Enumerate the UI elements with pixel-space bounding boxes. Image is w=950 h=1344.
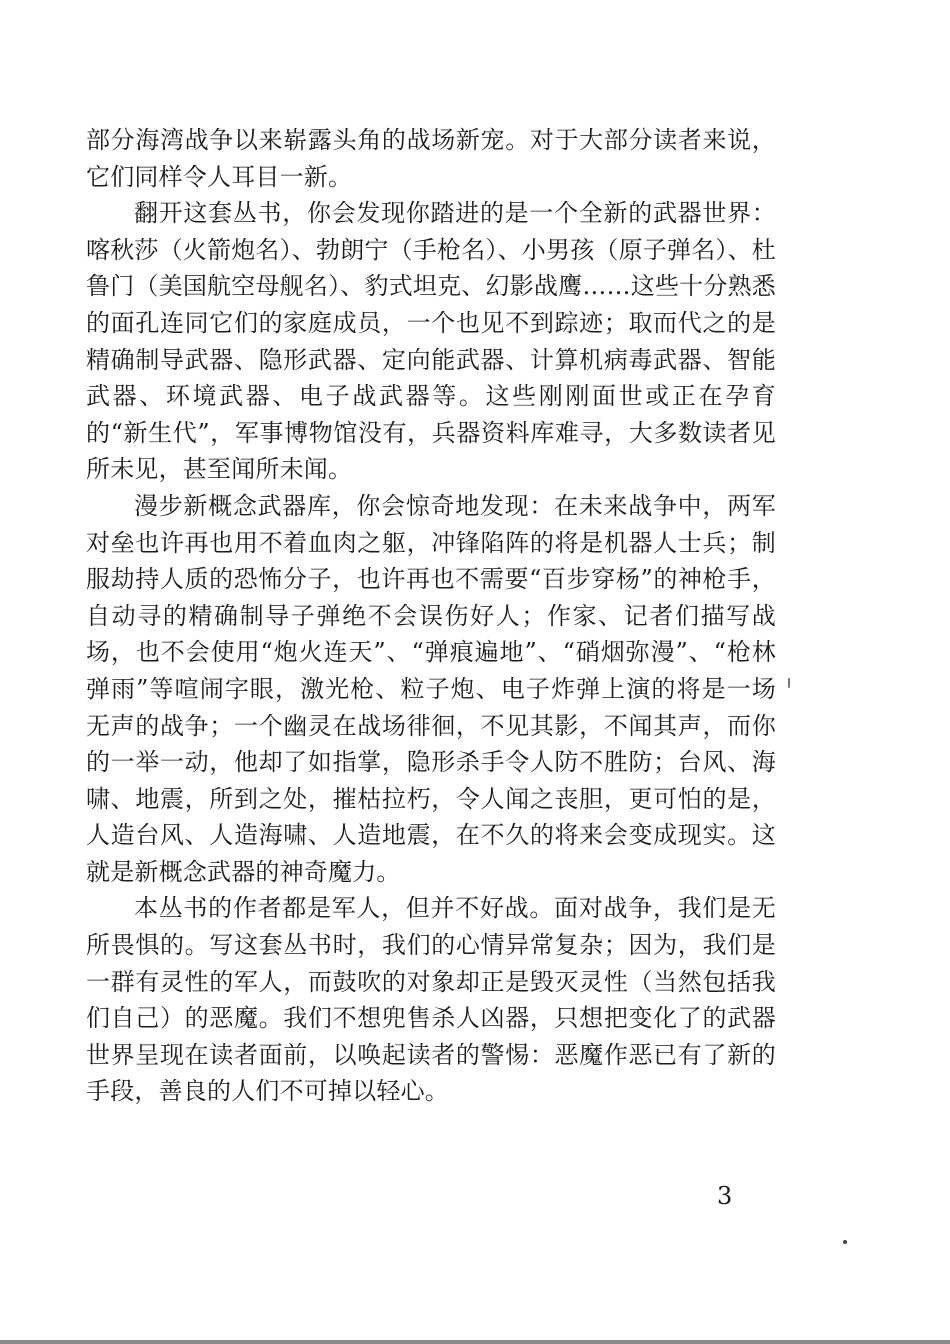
- paragraph-weapon-world: 翻开这套丛书，你会发现你踏进的是一个全新的武器世界：喀秋莎（火箭炮名）、勃朗宁（手枪名）、小男孩（原子弹名）、杜鲁门（美国航空母舰名）、豹式坦克、幻影战鹰……这些十分熟悉的面孔连同它们的家庭成员，一个也见不到踪迹；取而代之的是精确制导武器、隐形武器、定向能武器、计算机病毒武器、智能武器、环境武器、电子战武器等。这些刚刚面世或正在孕育的“新生代”，军事博物馆没有，兵器资料库难寻，大多数读者见所未见，甚至闻所未闻。: [86, 199, 776, 484]
- paragraph-authors-note: 本丛书的作者都是军人，但并不好战。面对战争，我们是无所畏惧的。写这套丛书时，我们的心情异常复杂；因为，我们是一群有灵性的军人，而鼓吹的对象却正是毁灭灵性（当然包括我们自己）的恶魔。我们不想兜售杀人凶器，只想把变化了的武器世界呈现在读者面前，以唤起读者的警惕：恶魔作恶已有了新的手段，善良的人们不可掉以轻心。: [86, 894, 776, 1106]
- scan-bottom-edge: [0, 1340, 950, 1344]
- paragraph-new-concept-weapons: 漫步新概念武器库，你会惊奇地发现：在未来战争中，两军对垒也许再也用不着血肉之躯，冲锋陷阵的将是机器人士兵；制服劫持人质的恐怖分子，也许再也不需要“百步穿杨”的神枪手，自动寻的精确制导子弹绝不会误伤好人；作家、记者们描写战场，也不会使用“炮火连天”、“弹痕遍地”、“硝烟弥漫”、“枪林弹雨”等喧闹字眼，激光枪、粒子炮、电子炸弹上演的将是一场无声的战争；一个幽灵在战场徘徊，不见其影，不闻其声，而你的一举一动，他却了如指掌，隐形杀手令人防不胜防；台风、海啸、地震，所到之处，摧枯拉朽，令人闻之丧胆，更可怕的是，人造台风、人造海啸、人造地震，在不久的将来会变成现实。这就是新概念武器的神奇魔力。: [86, 491, 776, 886]
- scan-mark: [788, 678, 790, 688]
- scan-speck: [843, 1240, 847, 1244]
- body-text: [86, 122, 776, 1110]
- paragraph-continuation: 部分海湾战争以来崭露头角的战场新宠。对于大部分读者来说，它们同样令人耳目一新。: [86, 126, 776, 191]
- page-number: 3: [717, 1182, 733, 1210]
